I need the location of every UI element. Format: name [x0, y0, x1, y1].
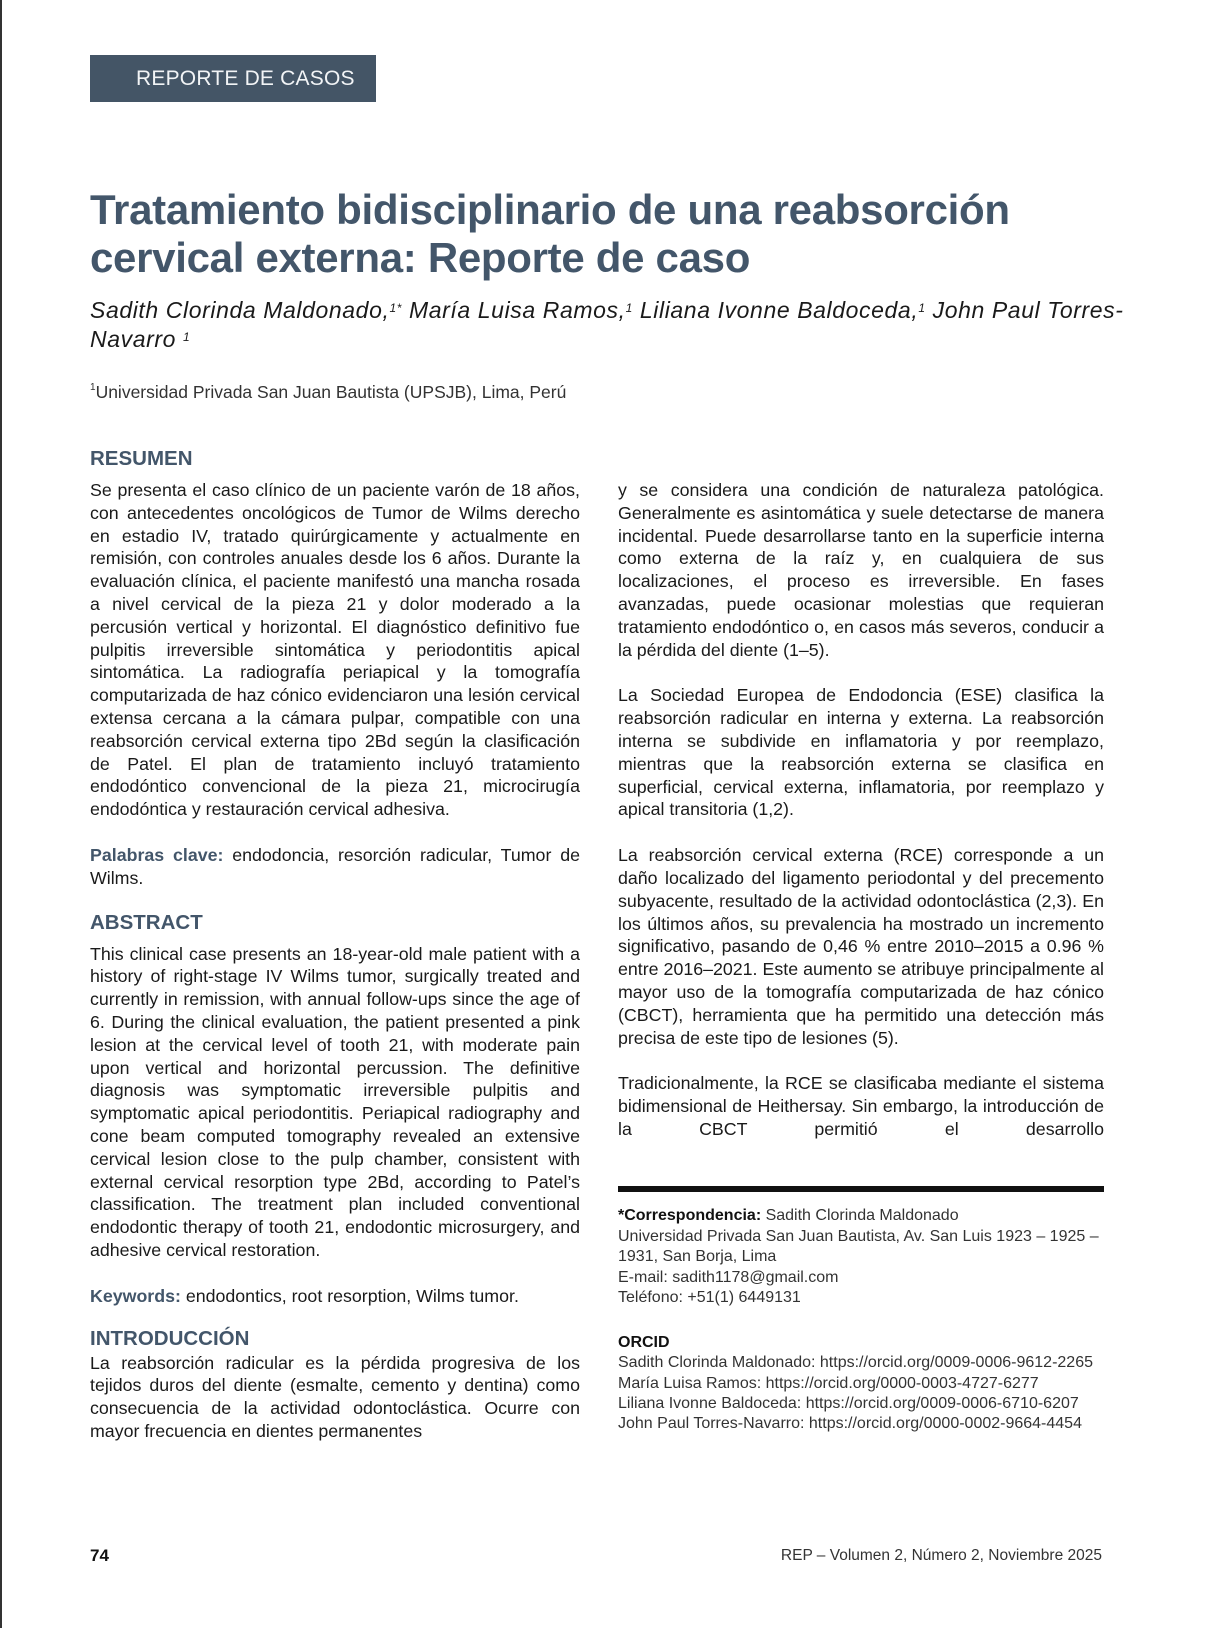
abstract-text: This clinical case presents an 18-year-old male patient with a history of right-stage IV Wilms tumor, surgically treated and currently in remission, with annual follow-ups since the age of 6. During the clinical evaluation, the patient presented a pink lesion at the cervical level of tooth 21, with moderate pain upon vertical and horizontal percussion. The definitive diagnosis was symptomatic irreversible pulpitis and symptomatic apical periodontitis. Periapical radiography and cone beam computed tomography revealed an extensive cervical lesion close to the pulp chamber, consistent with external cervical resorption type 2Bd, according to Patel’s classification. The treatment plan included conventional endodontic therapy of tooth 21, endodontic microsurgery, and adhesive cervical restoration. — [90, 943, 580, 1260]
introduccion-heading: INTRODUCCIÓN — [90, 1326, 250, 1350]
affiliation-mark: 1 — [90, 382, 96, 393]
correspondence-label: *Correspondencia: — [618, 1207, 762, 1224]
article-title: Tratamiento bidisciplinario de una reabsorción cervical externa: Reporte de caso — [90, 186, 1010, 281]
orcid-entry[interactable]: John Paul Torres-Navarro: https://orcid.org/0000-0002-9664-4454 — [618, 1415, 1082, 1433]
section-badge: REPORTE DE CASOS — [90, 55, 376, 102]
right-column — [618, 479, 1104, 1141]
footnote-divider — [618, 1186, 1104, 1192]
correspondence-name: Sadith Clorinda Maldonado — [761, 1207, 959, 1224]
author-name: Liliana Ivonne Baldoceda, — [639, 297, 919, 323]
affiliation — [90, 382, 566, 403]
author-affiliation-mark: 1* — [389, 301, 402, 315]
resumen-text: Se presenta el caso clínico de un paciente varón de 18 años, con antecedentes oncológicos de Tumor de Wilms derecho en estadio IV, tratado quirúrgicamente y actualmente en remisión, con controles anuales desde los 6 años. Durante la evaluación clínica, el paciente manifestó una mancha rosada a nivel cervical de la pieza 21 y dolor moderado a la percusión vertical y horizontal. El diagnóstico definitivo fue pulpitis irreversible sintomática y periodontitis apical sintomática. La radiografía periapical y la tomografía computarizada de haz cónico evidenciaron una lesión cervical extensa cercana a la cámara pulpar, compatible con una reabsorción cervical externa tipo 2Bd según la clasificación de Patel. El plan de tratamiento incluyó tratamiento endodóntico convencional de la pieza 21, microcirugía endodóntica y restauración cervical adhesiva. — [90, 480, 580, 820]
body-paragraph: y se considera una condición de naturaleza patológica. Generalmente es asintomática y suele detectarse de manera incidental. Puede desarrollarse tanto en la superficie interna como externa de la raíz y, en cualquiera de sus localizaciones, el proceso es irreversible. En fases avanzadas, puede ocasionar molestias que requieran tratamiento endodóntico o, en casos más severos, conducir a la pérdida del diente (1–5). — [618, 480, 1104, 660]
keywords-text: endodontics, root resorption, Wilms tumor. — [180, 1285, 519, 1306]
orcid-heading: ORCID — [618, 1334, 670, 1351]
body-paragraph: La reabsorción cervical externa (RCE) corresponde a un daño localizado del ligamento periodontal y del precemento subyacente, resultado de la actividad odontoclástica (2,3). En los últimos años, su prevalencia ha mostrado un incremento significativo, pasando de 0,46 % entre 2010–2015 a 0.96 % entre 2016–2021. Este aumento se atribuye principalmente al mayor uso de la tomografía computarizada de haz cónico (CBCT), herramienta que ha permitido una detección más precisa de este tipo de lesiones (5). — [618, 845, 1104, 1048]
correspondence-email[interactable]: E-mail: sadith1178@gmail.com — [618, 1268, 839, 1286]
correspondence-phone: Teléfono: +51(1) 6449131 — [618, 1289, 801, 1306]
orcid-block — [618, 1333, 1104, 1434]
page-number: 74 — [90, 1546, 109, 1565]
orcid-entry[interactable]: María Luisa Ramos: https://orcid.org/0000-0003-4727-6277 — [618, 1374, 1039, 1392]
author-list — [90, 296, 1130, 354]
affiliation-text: Universidad Privada San Juan Bautista (UPSJB), Lima, Perú — [95, 382, 567, 402]
author-affiliation-mark: 1 — [918, 301, 926, 315]
body-paragraph: La Sociedad Europea de Endodoncia (ESE) clasifica la reabsorción radicular en interna y externa. La reabsorción interna se subdivide en inflamatoria y por reemplazo, mientras que la reabsorción externa se clasifica en superficial, cervical externa, inflamatoria, por reemplazo y apical transitoria (1,2). — [618, 685, 1104, 820]
correspondence-address: Universidad Privada San Juan Bautista, Av. San Luis 1923 – 1925 – 1931, San Borja, Lima — [618, 1227, 1099, 1265]
introduccion-text: La reabsorción radicular es la pérdida progresiva de los tejidos duros del diente (esmalte, cemento y dentina) como consecuencia de la actividad odontoclástica. Ocurre con mayor frecuencia en dientes permanentes — [90, 1352, 580, 1441]
correspondence-block — [618, 1206, 1104, 1309]
author-name: María Luisa Ramos, — [409, 297, 626, 323]
abstract-heading: ABSTRACT — [90, 910, 203, 934]
body-paragraph: Tradicionalmente, la RCE se clasificaba mediante el sistema bidimensional de Heithersay. Sin embargo, la introducción de la CBCT permitió el desarrollo — [618, 1073, 1104, 1139]
left-column — [90, 446, 580, 1443]
keywords-label: Palabras clave: — [90, 844, 224, 865]
keywords-text: endodoncia, resorción radicular, Tumor de Wilms. — [90, 844, 580, 888]
author-name: John Paul Torres-Navarro — [90, 297, 1124, 352]
journal-citation: REP – Volumen 2, Número 2, Noviembre 2025 — [780, 1547, 1102, 1564]
resumen-heading: RESUMEN — [90, 447, 193, 470]
orcid-entry[interactable]: Sadith Clorinda Maldonado: https://orcid.org/0009-0006-9612-2265 — [618, 1354, 1093, 1372]
keywords-label: Keywords: — [90, 1285, 181, 1306]
abstract-keywords — [90, 1285, 580, 1308]
author-name: Sadith Clorinda Maldonado, — [90, 297, 390, 323]
author-affiliation-mark: 1 — [183, 330, 191, 344]
author-affiliation-mark: 1 — [625, 301, 633, 315]
resumen-keywords — [90, 844, 580, 890]
orcid-entry[interactable]: Liliana Ivonne Baldoceda: https://orcid.org/0009-0006-6710-6207 — [618, 1394, 1079, 1412]
